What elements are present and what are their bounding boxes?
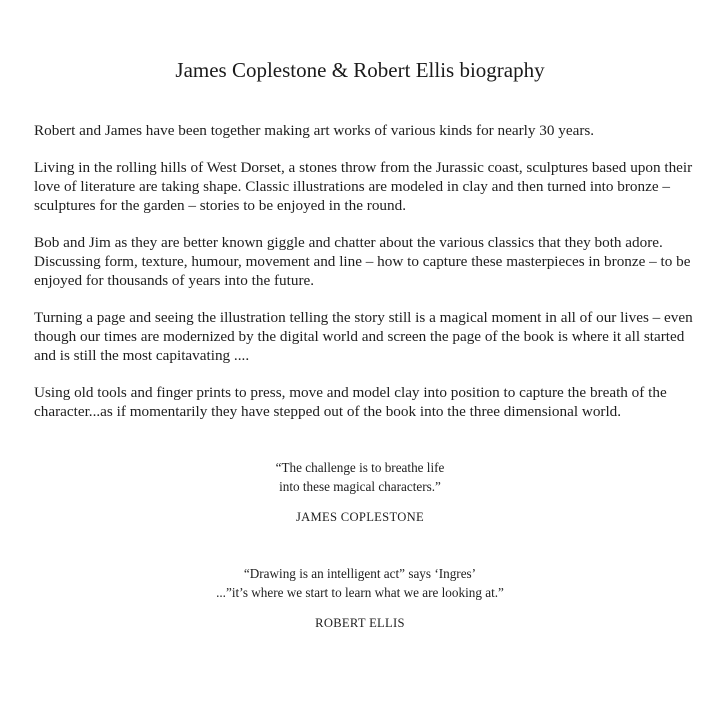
quote-james [0, 458, 720, 527]
quote-robert [0, 564, 720, 633]
bio-paragraph: Living in the rolling hills of West Dorset, a stones throw from the Jurassic coast, sculptures based upon their love of literature are taking shape. Classic illustrations are modeled in clay and then turned into bronze – sculptures for the garden – stories to be enjoyed in the round. [34, 159, 693, 214]
quote-line: “Drawing is an intelligent act” says ‘Ingres’ [243, 566, 477, 581]
quote-line: into these magical characters.” [279, 479, 441, 494]
quote-line: ...”it’s where we start to learn what we are looking at.” [216, 585, 504, 600]
quote-author: JAMES COPLESTONE [295, 510, 425, 524]
bio-paragraph: Bob and Jim as they are better known giggle and chatter about the various classics that they both adore. Discussing form, texture, humour, movement and line – how to capture these masterpieces in bronze – to be enjoyed for thousands of years into the future. [34, 234, 691, 289]
quote-author: ROBERT ELLIS [315, 616, 405, 630]
biography-text [34, 121, 694, 439]
bio-paragraph: Using old tools and finger prints to press, move and model clay into position to capture the breath of the character...as if momentarily they have stepped out of the book into the three dimensional world. [34, 384, 667, 420]
bio-paragraph: Turning a page and seeing the illustration telling the story still is a magical moment in all of our lives – even though our times are modernized by the digital world and screen the page of the book is where it all started and is still the most capitavating .... [34, 309, 693, 364]
logo-icon [324, 0, 388, 10]
page-title: James Coplestone & Robert Ellis biography [175, 58, 545, 82]
bio-paragraph: Robert and James have been together making art works of various kinds for nearly 30 years. [34, 122, 595, 139]
quote-line: “The challenge is to breathe life [275, 460, 445, 475]
